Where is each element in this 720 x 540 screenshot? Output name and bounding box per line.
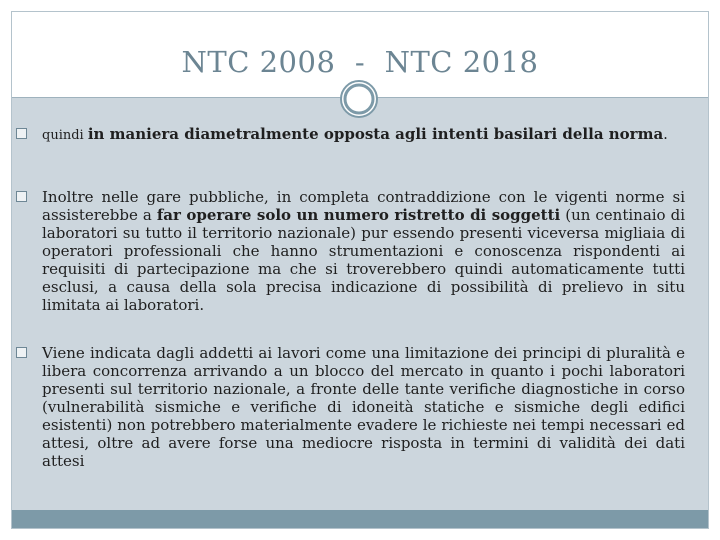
- bullet-text-segment: quindi: [42, 128, 88, 143]
- square-bullet-icon: [16, 191, 27, 202]
- footer-bar: [12, 510, 708, 528]
- circle-ornament-icon: [339, 79, 379, 119]
- bullet-text-segment: (un centinaio di laboratori su tutto il territorio nazionale) pur essendo presenti viceversa migliaia di operatori professionali che hanno strumentazioni e conoscenza rispondenti ai requisiti di partecipazione ma che si troverebbero quindi automaticamente tutti esclusi, a causa della sola precisa indicazione di possibilità di prelievo in situ limitata ai laboratori.: [42, 206, 685, 314]
- slide-title: NTC 2008 - NTC 2018: [181, 45, 539, 79]
- square-bullet-icon: [16, 128, 27, 139]
- bullet-text-bold: in maniera diametralmente opposta agli intenti basilari della norma: [87, 125, 664, 143]
- bullet-item: [15, 344, 685, 470]
- bullet-text-bold: far operare solo un numero ristretto di soggetti: [156, 206, 561, 224]
- bullet-text-segment: Inoltre nelle gare pubbliche, in completa contraddizione con le vigenti norme si assisterebbe a: [42, 188, 685, 224]
- square-bullet-icon: [16, 347, 27, 358]
- bullet-item: [15, 125, 685, 145]
- bullet-item: [15, 188, 685, 314]
- bullet-text-segment: .: [663, 125, 668, 143]
- bullet-text-segment: Viene indicata dagli addetti ai lavori come una limitazione dei principi di pluralità e libera concorrenza arrivando a un blocco del mercato in quanto i pochi laboratori presenti sul territorio nazionale, a fronte delle tante verifiche diagnostiche in corso (vulnerabilità sismiche e verifiche di idoneità statiche e sismiche degli edifici esistenti) non potrebbero materialmente evadere le richieste nei tempi necessari ed attesi, oltre ad avere forse una mediocre risposta in termini di validità dei dati attesi: [42, 344, 685, 470]
